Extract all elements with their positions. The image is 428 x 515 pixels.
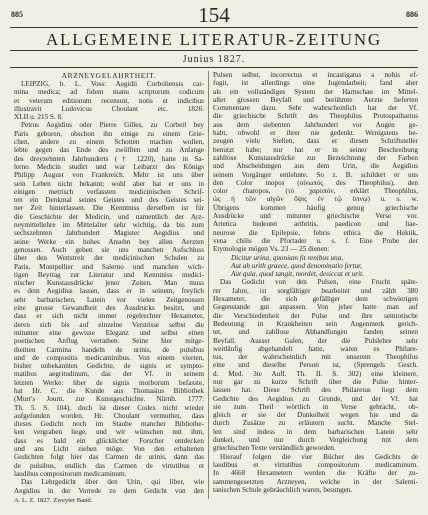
text-line: Das Lehrgedicht über den Urin, qui liber, wie bbox=[21, 478, 204, 487]
text-line: In 4668 Hexametern werden die Kräfte der zu- bbox=[213, 469, 418, 478]
column-divider bbox=[208, 71, 209, 499]
text-line: und Abscheidungen aus dem Urin, die Aegidius bbox=[213, 162, 418, 171]
journal-title: ALLGEMEINE LITERATUR-ZEITUNG bbox=[45, 30, 383, 49]
text-line: vena chilis die Pfortader u. s. f. Eine Probe der bbox=[213, 236, 418, 245]
text-line: Übrigens kommen häufig genug griechische bbox=[213, 203, 418, 212]
text-line: den Color inopos (οἰνωπός des Theophilus), den bbox=[213, 178, 418, 187]
text-line: Aegidius in der Vorrede zu dem Gedicht von den bbox=[14, 486, 204, 495]
text-line: zeugen viele Stellen, dass er diesen Schriftsteller bbox=[213, 137, 418, 146]
text-line: nischer Kunstausdrücke jener Zeiten. Man muss bbox=[14, 279, 204, 288]
text-line: bisher unbekannten Gedichte, de signis et sympto- bbox=[14, 362, 204, 371]
text-line: dass es bald ein glücklicher Forscher entdecken bbox=[14, 436, 204, 445]
text-line: de pulsibus, endlich das Carmen de virtutibus et bbox=[14, 461, 204, 470]
text-line: durch Zusätze zu erläutern sucht. Manche Stel- bbox=[213, 419, 418, 428]
text-line: sein Leben nicht bekannt; wohl aber hat er uns in bbox=[14, 179, 204, 188]
right-column bbox=[213, 71, 418, 494]
text-line: Gegenstande gut anpassen. Von jeher hatte man auf bbox=[213, 303, 418, 312]
text-line: tus, der wahrscheinlich mit unserem Theophilus bbox=[213, 353, 418, 362]
text-line: dieses Gedicht noch im Staube mancher Bibliothe- bbox=[14, 420, 204, 429]
text-line: letzten Werke: liber de signis morborum befasste, bbox=[14, 378, 204, 387]
text-line: genossen. Auch geben sie uns manchen Aufschluss bbox=[14, 245, 204, 254]
text-line: sehr barbarischen, Latein vor vielen Zeitgenossen bbox=[14, 295, 204, 304]
text-line: ken vergraben liege, und wir wünschen mit ihm, bbox=[14, 428, 204, 437]
issue-date: Junius 1827. bbox=[182, 54, 246, 65]
text-line: sammengesetzten Arzneyen, welche in der Salerni- bbox=[213, 477, 418, 486]
text-line: alter grossen Beyfall und berühmte Aerzte lieferten bbox=[213, 95, 418, 104]
text-line: es dem Aegidius lassen, dass er in seinem, freylich bbox=[14, 287, 204, 296]
verse-line: Aut quia, quod tangit, mordet, desiccat et urit. bbox=[231, 270, 364, 279]
text-line: tanischen Schule gebräuchlich waren, besungen. bbox=[213, 485, 353, 494]
text-line: ner Zeit hinterlassen. Die Kenntniss derselben ist für bbox=[14, 204, 204, 213]
text-line: seine Werke ein hohes Ansehn bey allen Aerzten bbox=[14, 237, 204, 246]
text-line: tet, und zahllose Abhandlungen fanden seinen bbox=[213, 328, 418, 337]
text-line: Gedichte des Aegidius zu Grunde, und der Vf. hat bbox=[213, 394, 418, 403]
text-line: mina medica; ad fidem manu scriptorum codicum bbox=[14, 88, 204, 97]
text-line: die Verschiedenheit der Pulse und ihre semiotische bbox=[213, 311, 418, 320]
text-line: lerno Medicin studirt und war Leibarzt des Königs bbox=[14, 162, 204, 171]
text-line: einigen metrisch verfassten medicinischen Schrif- bbox=[14, 187, 204, 196]
text-line: deren sich bis auf einzelne Verstösse selbst die bbox=[14, 320, 204, 329]
text-line: Pulsen selbst, incorrectus et incastigatus a nobis ef- bbox=[213, 71, 418, 79]
text-line: sechszehnten Jahrhundert Magister Aegidius und bbox=[14, 229, 204, 238]
text-line: ὡς ἡ τῶν αἰγῶν ὄψις ἐν τῷ ὕπνῳ) u. s. w. bbox=[213, 195, 418, 204]
text-line: illustravit Ludovicus Choulant etc. 1826. bbox=[14, 104, 204, 113]
text-line: fugit, ist allerdings eine Jugendarbeit; fand aber bbox=[213, 79, 418, 88]
text-line: benutzt habe; nur hat er in seiner Beschreibung bbox=[213, 145, 418, 154]
text-line: über den Wettstreit der medicinischen Schulen zu bbox=[14, 254, 204, 263]
left-column-text bbox=[14, 80, 204, 495]
text-line: die Geschichte der Medicin, und namentlich der Arz- bbox=[14, 212, 204, 221]
header-rule bbox=[10, 27, 418, 28]
date-rule bbox=[10, 67, 418, 68]
text-line: Hierauf folgen die vier Bücher des Gedichts de bbox=[220, 452, 418, 461]
text-line: LEIPZIG, b. L. Voss: Aegidii Corboliensis car- bbox=[21, 80, 204, 88]
text-line: eine grosse Gewandheit des Ausdrucks besitzt, und bbox=[14, 304, 204, 313]
text-line: neymittellehre im Mittelalter sehr wichtig, da bis zum bbox=[14, 221, 204, 230]
text-line: nur gar zu kurze Schrift über die Pulse hinter- bbox=[213, 377, 418, 386]
text-line: rer Jahre, ist sorgfältiger bearbeitet und zählt 380 bbox=[213, 286, 418, 295]
text-line: color charopos, (τὸ χαροπόν, erklärt Theophilus, bbox=[213, 187, 418, 196]
text-line: Hexameter, die sich gefälliger dem schwierigen bbox=[213, 295, 418, 304]
text-line: Das Gedicht von den Pulsen, eine Frucht späte- bbox=[220, 278, 418, 287]
text-line: len sind indess in dem barbarischen Latein sehr bbox=[213, 427, 418, 436]
text-line: Etymologie mögen Vs. 23 — 25 dienen: bbox=[213, 245, 330, 254]
text-line: tigen Beytrag zur Literatur und Kenntniss medici- bbox=[14, 270, 204, 279]
text-line: eine und dieselbe Person ist, (Sprengels Gesch. bbox=[213, 361, 418, 370]
text-line: XLII u. 215 S. 8. bbox=[14, 113, 63, 122]
text-line: et veterum editionum recensuit, notis et indicibus bbox=[14, 96, 204, 105]
text-line: habt, obwohl er ihrer nie gedenkt. Wenigstens be- bbox=[213, 129, 418, 138]
text-line: gleich er sie der Dunkelheit wegen hie und da bbox=[213, 411, 418, 420]
text-line: sie zum Theil wörtlich in Verse gebracht, ob- bbox=[213, 402, 418, 411]
text-line: dass er sich nicht immer regelrechter Hexameter, bbox=[14, 312, 204, 321]
text-line: Commentare dazu. Sehr wahrscheinlich hat der Vf. bbox=[213, 104, 418, 113]
text-line: aus dem siebenten Jahrhundert vor Augen ge- bbox=[213, 120, 418, 129]
text-line: lebte gegen das Ende des zwölften und zu Anfange bbox=[14, 146, 204, 155]
verse-line: Dicitur urina, quoniam fit renibus una, bbox=[231, 253, 344, 262]
text-line: laudibus et virtutibus compositorum medicaminum. bbox=[213, 460, 418, 469]
text-line: Artetica bedeutet arthritis, paedicon und liae- bbox=[213, 220, 418, 229]
title-rule bbox=[10, 50, 418, 51]
text-line: d. Med. 3te Aufl. Th. II. S. 302) eine kleinere, bbox=[213, 369, 418, 378]
text-line: laudibus compositorum medicaminum. bbox=[14, 469, 127, 478]
text-line: matibus aegritudinum, das der Vf. in seinem bbox=[14, 370, 204, 379]
left-column bbox=[14, 71, 204, 505]
issue-number: 154 bbox=[198, 3, 230, 27]
text-line: und ans Licht ziehen möge. Von den erhaltenen bbox=[14, 445, 204, 454]
verse-line: Aut ab urith graece, quod denominatio fertur, bbox=[231, 261, 362, 270]
text-line: chen, andere zu einem Schotten machen wollen, bbox=[14, 138, 204, 147]
text-line: Ausdrücke und mitunter griechische Verse vor. bbox=[213, 212, 418, 221]
text-line: dunkel, und nur durch Vergleichung mit dem bbox=[213, 436, 418, 445]
text-line: weitläufig abgehandelt hatte, waren es Philare- bbox=[213, 344, 418, 353]
section-heading: ARZNEYGELAHRTHEIT. bbox=[61, 71, 157, 80]
text-line: als ein vollständiges System der Harnschau im Mittel- bbox=[213, 87, 418, 96]
page-number-right: 886 bbox=[406, 10, 418, 19]
text-line: griechischen Texte verständlich geworden. bbox=[213, 444, 336, 453]
text-line: seinem Vorgänger entlehnte. So z. B. schildert er uns bbox=[213, 170, 418, 179]
page-number-left: 885 bbox=[11, 10, 23, 19]
text-line: des dreyzehnten Jahrhunderts († 1220), hatte in Sa- bbox=[14, 154, 204, 163]
text-line: theilten Carmina handeln de urinis, de pulsibus bbox=[14, 345, 204, 354]
signature-footer: A. L. Z. 1827. Zweyter Band. bbox=[14, 496, 93, 504]
text-line: (Murr's Journ. zur Kunstgeschichte. Nürnb. 1777. bbox=[14, 395, 204, 404]
text-line: poetischen Anflug verrathen. Seine hier mitge- bbox=[14, 337, 204, 346]
text-line: Paris geboren, obschon ihn einige zu einem Grie- bbox=[14, 129, 204, 138]
text-line: hat Hr. C. die Kunde aus Thomasius Bibliothek bbox=[14, 386, 204, 395]
text-line: ten ein Denkmal seines Geistes und des Geistes sei- bbox=[14, 196, 204, 205]
text-line: Beyfall. Ausser Galen, der die Pulslehre sehr bbox=[213, 336, 418, 345]
text-line: Th. 5. S. 104), doch ist dieser Codex nicht wieder bbox=[14, 403, 204, 412]
right-column-text bbox=[213, 71, 418, 494]
text-line: lassen hat. Diese Schrift des Philaretus liegt dem bbox=[213, 386, 418, 395]
text-line: aufgefunden worden. Hr. Choulant vermuthet, dass bbox=[14, 411, 204, 420]
text-line: Gedichten folgt hier das Carmen de urinis, dann das bbox=[14, 453, 204, 462]
text-line: Paris, Montpellier und Salerno und manchen wich- bbox=[14, 262, 204, 271]
text-line: mitunter eine gewisse Eleganz und selbst einen bbox=[14, 328, 204, 337]
text-line: neurose die Epilepsie, febris ethica die Hektik, bbox=[213, 228, 418, 237]
text-line: Philipp August von Frankreich. Mehr ist uns über bbox=[14, 171, 204, 180]
text-line: zahllose Kunstausdrücke zur Bezeichnung der Farben bbox=[213, 153, 418, 162]
text-line: Bedeutung in Krankheiten sein Augenmerk gerich- bbox=[213, 319, 418, 328]
text-line: und de compositis medicaminibus. Von einem vierten, bbox=[14, 353, 204, 362]
text-line: Petrus Aegidius oder Pierre Gilles, zu Corbeil bey bbox=[21, 121, 204, 130]
text-line: die griechische Schrift des Theophilus Protospatharius bbox=[213, 112, 418, 121]
